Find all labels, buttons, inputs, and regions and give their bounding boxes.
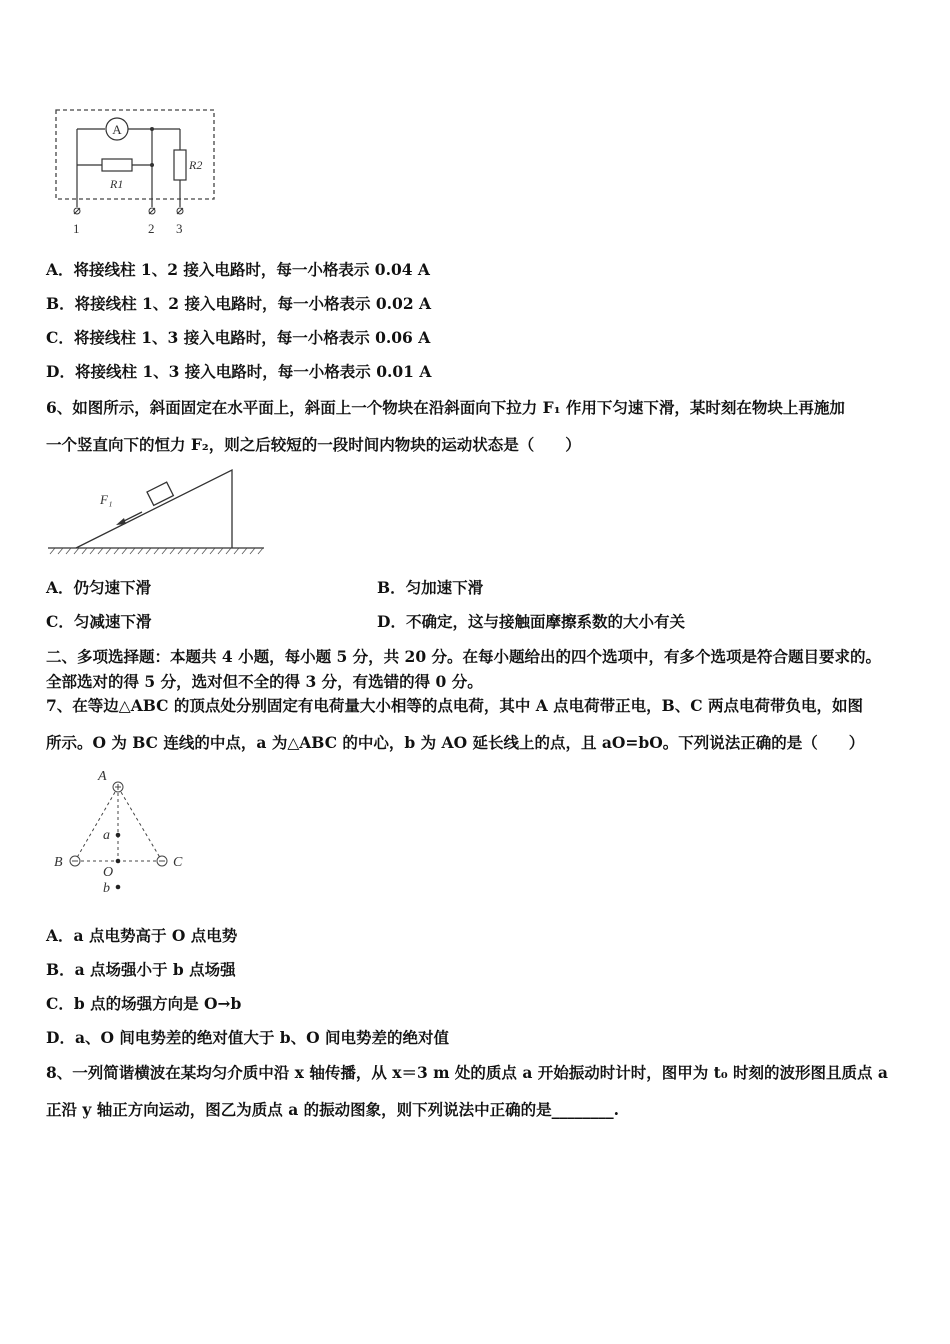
force-f1-label: F₁ bbox=[100, 492, 113, 507]
q5-option-c: C．将接线柱 1、3 接入电路时，每一小格表示 0.06 A bbox=[46, 328, 431, 347]
r2-label: R2 bbox=[189, 158, 203, 172]
label-b: b bbox=[103, 881, 110, 896]
label-a: a bbox=[103, 828, 110, 843]
q7-option-c: C．b 点的场强方向是 O→b bbox=[46, 994, 242, 1013]
resistor-r1 bbox=[102, 159, 132, 171]
terminal-3-label: 3 bbox=[176, 221, 183, 236]
q6-option-b: B．匀加速下滑 bbox=[377, 578, 484, 597]
triangle-charge-diagram bbox=[50, 765, 200, 900]
q7-stem-line2: 所示。O 为 BC 连线的中点，a 为△ABC 的中心，b 为 AO 延长线上的点，且 aO=bO。下列说法正确的是（ ） bbox=[46, 733, 865, 752]
charge-b-negative bbox=[70, 856, 80, 866]
point-o bbox=[116, 859, 121, 864]
label-A: A bbox=[98, 769, 107, 784]
charge-c-negative bbox=[157, 856, 167, 866]
point-a bbox=[116, 833, 121, 838]
q6-stem-line2: 一个竖直向下的恒力 F₂，则之后较短的一段时间内物块的运动状态是（ ） bbox=[46, 435, 581, 454]
q6-stem-line1: 6、如图所示，斜面固定在水平面上，斜面上一个物块在沿斜面向下拉力 F₁ 作用下匀速下滑，某时刻在物块上再施加 bbox=[46, 398, 845, 417]
q6-option-c: C．匀减速下滑 bbox=[46, 612, 152, 631]
incline-slope bbox=[76, 470, 232, 548]
q7-option-d: D．a、O 间电势差的绝对值大于 b、O 间电势差的绝对值 bbox=[46, 1028, 450, 1047]
label-B: B bbox=[54, 855, 63, 870]
q8-stem-line2: 正沿 y 轴正方向运动，图乙为质点 a 的振动图象，则下列说法中正确的是________. bbox=[46, 1100, 620, 1119]
point-b bbox=[116, 885, 121, 890]
section2-heading-line1: 二、多项选择题：本题共 4 小题，每小题 5 分，共 20 分。在每小题给出的四个选项中，有多个选项是符合题目要求的。 bbox=[46, 647, 882, 666]
terminal-1 bbox=[74, 208, 80, 214]
q6-option-a: A．仍匀速下滑 bbox=[46, 578, 152, 597]
r1-label: R1 bbox=[110, 177, 124, 191]
terminal-1-label: 1 bbox=[73, 221, 80, 236]
section2-heading-line2: 全部选对的得 5 分，选对但不全的得 3 分，有选错的得 0 分。 bbox=[46, 672, 483, 691]
q5-option-b: B．将接线柱 1、2 接入电路时，每一小格表示 0.02 A bbox=[46, 294, 432, 313]
resistor-r2 bbox=[174, 150, 186, 180]
q7-option-a: A．a 点电势高于 O 点电势 bbox=[46, 926, 238, 945]
terminal-3 bbox=[177, 208, 183, 214]
circuit-diagram bbox=[50, 105, 225, 240]
label-C: C bbox=[173, 855, 183, 870]
q6-option-d: D．不确定，这与接触面摩擦系数的大小有关 bbox=[377, 612, 685, 631]
terminal-2 bbox=[149, 208, 155, 214]
incline-diagram bbox=[46, 466, 266, 558]
q5-option-d: D．将接线柱 1、3 接入电路时，每一小格表示 0.01 A bbox=[46, 362, 432, 381]
q7-option-b: B．a 点场强小于 b 点场强 bbox=[46, 960, 236, 979]
terminal-2-label: 2 bbox=[148, 221, 155, 236]
circuit-dashed-box bbox=[56, 110, 214, 199]
ammeter-label: A bbox=[112, 122, 122, 137]
q7-stem-line1: 7、在等边△ABC 的顶点处分别固定有电荷量大小相等的点电荷，其中 A 点电荷带正电，B、C 两点电荷带负电，如图 bbox=[46, 696, 864, 715]
charge-a-positive bbox=[113, 782, 123, 792]
label-O: O bbox=[103, 865, 114, 880]
q5-option-a: A．将接线柱 1、2 接入电路时，每一小格表示 0.04 A bbox=[46, 260, 430, 279]
q8-stem-line1: 8、一列简谐横波在某均匀介质中沿 x 轴传播，从 x＝3 m 处的质点 a 开始振动时计时，图甲为 t₀ 时刻的波形图且质点 a bbox=[46, 1063, 888, 1082]
